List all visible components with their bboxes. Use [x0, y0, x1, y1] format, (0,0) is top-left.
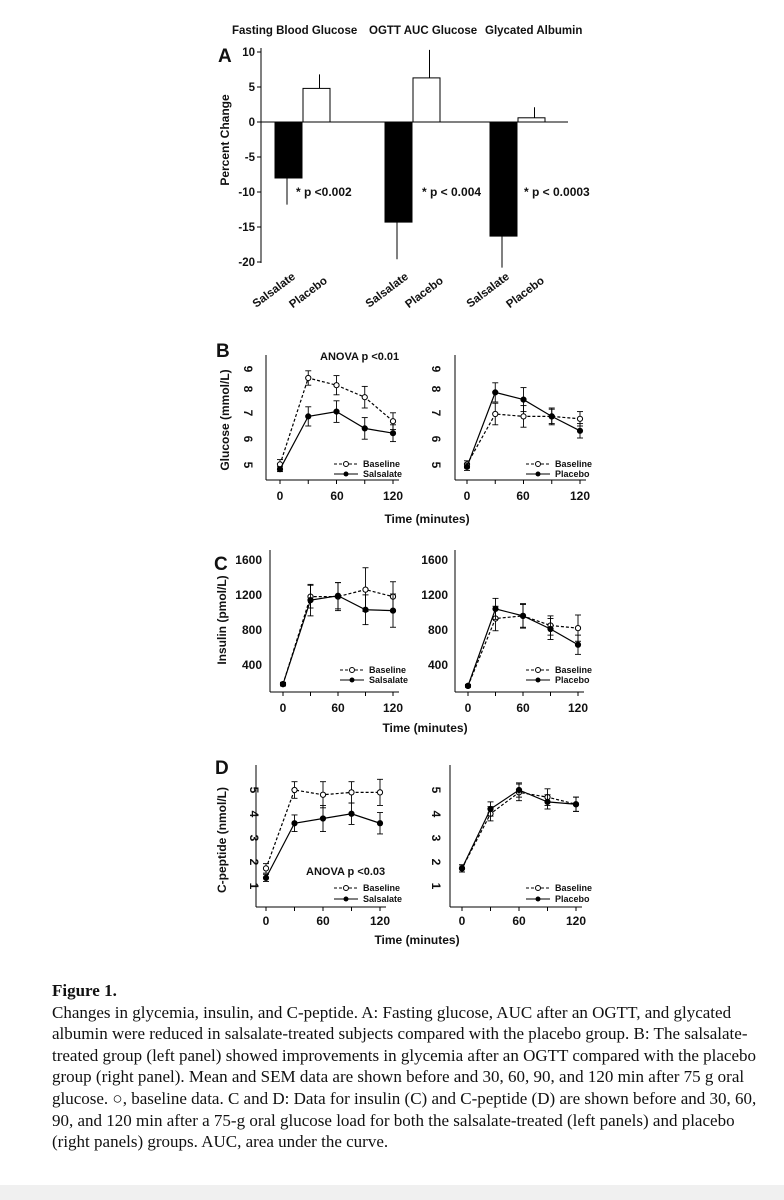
data-point-baseline [377, 790, 382, 795]
x-tick-label: 0 [279, 701, 287, 715]
x-tick-label: 60 [330, 489, 344, 503]
data-point-placebo [488, 806, 493, 811]
data-point-salsalate [390, 608, 395, 613]
data-point-placebo [575, 642, 580, 647]
data-point-salsalate [390, 431, 395, 436]
panel-c-right-y-ticks [421, 553, 448, 672]
y-tick-label: 1 [429, 882, 443, 890]
panel-b-right-legend [526, 459, 592, 479]
data-point-baseline [349, 790, 354, 795]
panel-a [218, 25, 590, 311]
y-tick-label: 3 [429, 834, 443, 842]
panel-b-left-legend [334, 459, 402, 479]
panel-c-letter: C [214, 554, 228, 575]
panel-c-left-y-ticks [235, 553, 262, 672]
panel-a-y-tick-label: 10 [242, 47, 255, 59]
legend-label: Baseline [363, 459, 401, 469]
data-point-placebo [549, 414, 554, 419]
data-point-salsalate [335, 593, 340, 598]
data-point-baseline [362, 395, 367, 400]
data-point-placebo [521, 397, 526, 402]
y-tick-label: 7 [241, 409, 255, 417]
figure-caption [52, 980, 764, 1153]
y-tick-label: 2 [429, 858, 443, 866]
x-tick-label: 0 [276, 489, 284, 503]
data-point-baseline [521, 414, 526, 419]
panel-a-p-value-3: * p < 0.0003 [524, 185, 590, 199]
legend-label: Placebo [555, 894, 590, 904]
panel-b-y-axis-label: Glucose (mmol/L) [218, 369, 232, 471]
data-point-salsalate [363, 607, 368, 612]
panel-a-letter: A [218, 46, 232, 67]
data-point-salsalate [377, 821, 382, 826]
panel-a-y-tick-label: -5 [244, 152, 255, 164]
data-point-placebo [545, 799, 550, 804]
panel-c-y-axis-label: Insulin (pmol/L) [215, 575, 229, 665]
data-point-salsalate [320, 816, 325, 821]
data-point-salsalate [349, 811, 354, 816]
panel-a-y-tick-label: 5 [248, 82, 255, 94]
data-point-baseline [334, 383, 339, 388]
y-tick-label: 5 [247, 786, 261, 794]
panel-c-left-legend [340, 665, 408, 685]
x-tick-label: 0 [458, 914, 466, 928]
y-tick-label: 4 [429, 810, 443, 818]
panel-b-right-y-ticks [429, 366, 443, 469]
panel-d-letter: D [215, 758, 229, 779]
data-point-salsalate [263, 875, 268, 880]
data-point-placebo [573, 802, 578, 807]
data-point-placebo [459, 866, 464, 871]
panel-d-right-y-ticks [429, 787, 443, 890]
data-point-baseline [306, 375, 311, 380]
data-point-placebo [548, 626, 553, 631]
y-tick-label: 8 [429, 385, 443, 393]
bar-salsalate-2 [385, 122, 412, 222]
panel-b-letter: B [216, 341, 230, 362]
caption-title: Figure 1. [52, 981, 117, 1000]
panel-c-right-legend [526, 665, 592, 685]
panel-a-x-label-salsalate-2: Salsalate [363, 270, 411, 311]
caption-text: Changes in glycemia, insulin, and C-peptide. A: Fasting glucose, AUC after an OGTT, and glycated albumin were reduced in salsalate-treated subjects compared with the placebo group. B: The salsalate-treated group (left panel) showed improvements in glycemia after an OGTT compared with the placebo group (right panel). Mean and SEM data are shown before and 30, 60, 90, and 120 min after 75 g oral glucose. ○, baseline data. C and D: Data for insulin (C) and C-peptide (D) are shown before and 30, 60, 90, and 120 min after a 75-g oral glucose load for both the salsalate-treated (left panels) and placebo (right panels) groups. AUC, area under the curve. [52, 1002, 757, 1152]
y-tick-label: 400 [427, 658, 448, 672]
x-tick-label: 0 [464, 701, 472, 715]
panel-a-y-ticks [238, 47, 261, 269]
data-point-baseline [390, 419, 395, 424]
y-tick-label: 7 [429, 409, 443, 417]
data-point-placebo [493, 390, 498, 395]
y-tick-label: 800 [427, 623, 448, 637]
panel-d-left-y-ticks [247, 787, 261, 890]
y-tick-label: 1200 [421, 588, 448, 602]
panel-a-x-label-placebo-1: Placebo [287, 274, 330, 311]
x-tick-label: 120 [565, 914, 587, 928]
panel-b [216, 341, 592, 526]
series-line-baseline [462, 792, 576, 868]
data-point-baseline [493, 411, 498, 416]
data-point-placebo [577, 428, 582, 433]
panel-c-x-axis-label: Time (minutes) [382, 721, 468, 735]
y-tick-label: 1600 [421, 553, 448, 567]
x-tick-label: 60 [316, 914, 330, 928]
panel-d-left-legend [334, 883, 402, 904]
x-tick-label: 0 [262, 914, 270, 928]
data-point-baseline [363, 587, 368, 592]
panel-a-group-title-2: OGTT AUC Glucose [369, 25, 478, 37]
x-tick-label: 60 [512, 914, 526, 928]
panel-b-x-axis-label: Time (minutes) [384, 512, 470, 526]
data-point-baseline [575, 626, 580, 631]
x-tick-label: 0 [463, 489, 471, 503]
data-point-salsalate [306, 414, 311, 419]
panel-a-x-label-salsalate-1: Salsalate [250, 270, 298, 311]
bar-placebo-1 [303, 88, 330, 122]
y-tick-label: 3 [247, 834, 261, 842]
y-tick-label: 5 [429, 461, 443, 469]
panel-a-y-tick-label: 0 [248, 117, 255, 129]
data-point-placebo [493, 606, 498, 611]
legend-label: Salsalate [363, 894, 403, 904]
panel-a-p-value-2: * p < 0.004 [422, 185, 482, 199]
data-point-salsalate [334, 409, 339, 414]
panel-a-x-label-placebo-2: Placebo [403, 274, 446, 311]
panel-a-group-title-1: Fasting Blood Glucose [232, 25, 358, 37]
y-tick-label: 4 [247, 810, 261, 818]
legend-label: Baseline [555, 883, 593, 893]
data-point-baseline [577, 416, 582, 421]
x-tick-label: 120 [567, 701, 589, 715]
data-point-baseline [320, 792, 325, 797]
panel-d-y-axis-label: C-peptide (nmol/L) [215, 787, 229, 893]
panel-a-y-tick-label: -10 [238, 187, 255, 199]
bar-placebo-3 [518, 118, 545, 122]
y-tick-label: 400 [241, 658, 262, 672]
y-tick-label: 9 [241, 365, 255, 373]
x-tick-label: 120 [382, 701, 404, 715]
legend-label: Baseline [369, 665, 407, 675]
y-tick-label: 1200 [235, 588, 262, 602]
panel-a-y-tick-label: -20 [238, 257, 255, 269]
panel-b-anova: ANOVA p <0.01 [320, 351, 400, 363]
panel-b-left-y-ticks [241, 366, 255, 469]
panel-c [214, 550, 592, 735]
panel-d-anova: ANOVA p <0.03 [306, 866, 386, 878]
data-point-salsalate [362, 426, 367, 431]
x-tick-label: 120 [382, 489, 404, 503]
legend-label: Baseline [555, 459, 593, 469]
data-point-salsalate [277, 467, 282, 472]
page-footer-bar [0, 1185, 784, 1200]
x-tick-label: 60 [516, 701, 530, 715]
bar-placebo-2 [413, 78, 440, 122]
y-tick-label: 800 [241, 623, 262, 637]
y-tick-label: 1 [247, 882, 261, 890]
panel-d [215, 758, 592, 947]
data-point-baseline [292, 787, 297, 792]
data-point-salsalate [280, 682, 285, 687]
panel-a-y-axis-label: Percent Change [218, 94, 232, 186]
x-tick-label: 120 [569, 489, 591, 503]
x-tick-label: 60 [516, 489, 530, 503]
panel-a-group-title-3: Glycated Albumin [485, 25, 583, 37]
y-tick-label: 5 [241, 461, 255, 469]
panel-d-x-axis-label: Time (minutes) [374, 933, 460, 947]
x-tick-label: 60 [331, 701, 345, 715]
x-tick-label: 120 [369, 914, 391, 928]
legend-label: Placebo [555, 469, 590, 479]
panel-a-y-tick-label: -15 [238, 222, 255, 234]
y-tick-label: 6 [429, 435, 443, 443]
data-point-placebo [465, 683, 470, 688]
data-point-placebo [464, 464, 469, 469]
legend-label: Salsalate [369, 675, 409, 685]
y-tick-label: 6 [241, 435, 255, 443]
data-point-salsalate [292, 821, 297, 826]
panel-a-x-label-placebo-3: Placebo [504, 274, 547, 311]
y-tick-label: 5 [429, 786, 443, 794]
data-point-baseline [263, 866, 268, 871]
data-point-salsalate [308, 598, 313, 603]
y-tick-label: 8 [241, 385, 255, 393]
panel-a-p-value-1: * p <0.002 [296, 185, 352, 199]
bar-salsalate-3 [490, 122, 517, 236]
legend-label: Baseline [555, 665, 593, 675]
legend-label: Salsalate [363, 469, 403, 479]
y-tick-label: 1600 [235, 553, 262, 567]
y-tick-label: 9 [429, 365, 443, 373]
legend-label: Baseline [363, 883, 401, 893]
panel-d-right-legend [526, 883, 592, 904]
series-line-placebo [462, 790, 576, 868]
y-tick-label: 2 [247, 858, 261, 866]
bar-salsalate-1 [275, 122, 302, 178]
data-point-placebo [516, 787, 521, 792]
panel-a-bars [275, 50, 545, 268]
legend-label: Placebo [555, 675, 590, 685]
data-point-placebo [520, 613, 525, 618]
panel-a-x-label-salsalate-3: Salsalate [464, 270, 512, 311]
